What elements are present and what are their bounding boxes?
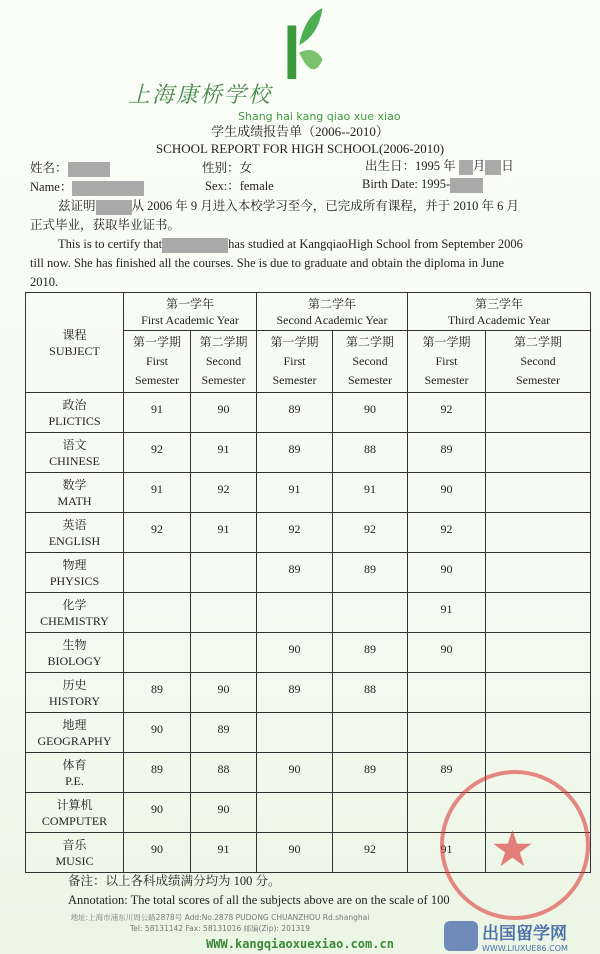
semester-header: 第二学期 Second Semester [333, 331, 408, 393]
score-cell [124, 553, 191, 593]
table-row [26, 473, 591, 513]
score-cell [486, 713, 591, 753]
score-cell: 91 [257, 473, 333, 513]
score-cell [486, 433, 591, 473]
score-cell [257, 793, 333, 833]
score-cell: 89 [124, 673, 191, 713]
year-header: 第一学年 First Academic Year [124, 293, 257, 331]
score-cell [486, 633, 591, 673]
score-cell: 88 [191, 753, 257, 793]
score-cell: 90 [257, 753, 333, 793]
score-cell: 92 [333, 513, 408, 553]
subject-cell: 生物 BIOLOGY [26, 633, 124, 673]
score-cell: 92 [408, 393, 486, 433]
semester-header: 第二学期 Second Semester [486, 331, 591, 393]
subject-cell: 数学 MATH [26, 473, 124, 513]
score-cell: 88 [333, 433, 408, 473]
score-cell [124, 633, 191, 673]
score-cell: 92 [257, 513, 333, 553]
year-header: 第三学年 Third Academic Year [408, 293, 591, 331]
score-cell [408, 713, 486, 753]
semester-header: 第二学期 Second Semester [191, 331, 257, 393]
table-row [26, 673, 591, 713]
score-cell: 90 [124, 793, 191, 833]
score-cell: 89 [257, 433, 333, 473]
birth-cn: 出生日：1995 年 月 日 [365, 159, 514, 173]
semester-header: 第一学期 First Semester [408, 331, 486, 393]
score-cell: 92 [408, 513, 486, 553]
score-cell [333, 793, 408, 833]
sex-cn: 性别：女 [202, 161, 253, 175]
score-cell [486, 473, 591, 513]
cert-en-line1: This is to certify that has studied at KangqiaoHigh School from September 2006 [58, 237, 523, 251]
watermark-logo-icon [444, 921, 478, 951]
score-cell: 92 [191, 473, 257, 513]
score-cell: 91 [333, 473, 408, 513]
subject-header: 课程 SUBJECT [26, 293, 124, 393]
score-cell: 91 [191, 833, 257, 873]
score-cell: 92 [333, 833, 408, 873]
score-cell [486, 513, 591, 553]
score-cell: 89 [257, 673, 333, 713]
score-cell: 89 [257, 393, 333, 433]
subject-cell: 历史 HISTORY [26, 673, 124, 713]
subject-cell: 化学 CHEMISTRY [26, 593, 124, 633]
score-cell: 90 [191, 793, 257, 833]
semester-header: 第一学期 First Semester [257, 331, 333, 393]
subject-cell: 地理 GEOGRAPHY [26, 713, 124, 753]
school-name-logo: 上海康桥学校 [128, 82, 273, 107]
score-cell: 90 [124, 713, 191, 753]
score-cell [257, 593, 333, 633]
cert-cn-line2: 正式毕业，获取毕业证书。 [30, 218, 181, 232]
score-cell: 90 [333, 393, 408, 433]
score-cell: 89 [333, 553, 408, 593]
subject-cell: 英语 ENGLISH [26, 513, 124, 553]
subject-cell: 计算机 COMPUTER [26, 793, 124, 833]
score-cell [486, 673, 591, 713]
score-cell: 88 [333, 673, 408, 713]
cert-cn-line1: 兹证明 从 2006 年 9 月进入本校学习至今，已完成所有课程，并于 2010 年 6 月 [58, 199, 520, 213]
score-cell: 89 [124, 753, 191, 793]
subject-cell: 语文 CHINESE [26, 433, 124, 473]
score-cell [124, 593, 191, 633]
footer-website[interactable]: WWW.kangqiaoxuexiao.com.cn [206, 937, 394, 951]
birth-en: Birth Date: 1995- [362, 177, 483, 193]
watermark-title: 出国留学网 [482, 924, 567, 944]
cert-en-line3: 2010. [30, 275, 59, 289]
score-cell: 90 [191, 673, 257, 713]
score-cell [191, 593, 257, 633]
sex-en: Sex:：female [205, 179, 274, 193]
score-cell [486, 593, 591, 633]
subject-cell: 政治 PLICTICS [26, 393, 124, 433]
title-cn: 学生成绩报告单（2006--2010） [211, 124, 389, 139]
score-cell: 89 [257, 553, 333, 593]
score-cell [333, 593, 408, 633]
score-cell [408, 673, 486, 713]
score-cell: 89 [408, 433, 486, 473]
score-cell: 89 [408, 753, 486, 793]
semester-header: 第一学期 First Semester [124, 331, 191, 393]
score-cell: 91 [408, 833, 486, 873]
table-row [26, 593, 591, 633]
table-row [26, 633, 591, 673]
table-row [26, 713, 591, 753]
score-cell [486, 553, 591, 593]
subject-cell: 物理 PHYSICS [26, 553, 124, 593]
score-cell: 90 [408, 633, 486, 673]
score-cell [191, 553, 257, 593]
score-cell: 90 [408, 473, 486, 513]
score-cell: 92 [124, 433, 191, 473]
cert-en-line2: till now. She has finished all the courses. She is due to graduate and obtain the diploma in June [30, 256, 505, 270]
table-row [26, 513, 591, 553]
score-cell [486, 393, 591, 433]
score-cell: 90 [408, 553, 486, 593]
score-cell: 89 [333, 753, 408, 793]
score-cell: 92 [124, 513, 191, 553]
footer-tel: Tel: 58131142 Fax: 58131016 邮编(Zip): 201319 [130, 924, 310, 933]
table-row [26, 393, 591, 433]
table-row [26, 433, 591, 473]
title-en: SCHOOL REPORT FOR HIGH SCHOOL(2006-2010) [155, 141, 445, 156]
score-cell [257, 713, 333, 753]
note-en: Annotation: The total scores of all the subjects above are on the scale of 100 [68, 893, 450, 907]
score-cell: 91 [124, 393, 191, 433]
name-en: Name： [30, 180, 144, 196]
seal-star-icon: ★ [490, 821, 535, 877]
score-cell [191, 633, 257, 673]
score-cell: 91 [191, 513, 257, 553]
score-cell: 90 [257, 633, 333, 673]
table-row [26, 553, 591, 593]
score-cell: 91 [191, 433, 257, 473]
watermark [444, 918, 600, 954]
school-name-pinyin: Shang hai kang qiao xue xiao [238, 110, 401, 123]
score-cell: 91 [408, 593, 486, 633]
school-logo-icon [285, 6, 325, 82]
score-cell: 89 [191, 713, 257, 753]
score-cell: 89 [333, 633, 408, 673]
score-cell: 90 [257, 833, 333, 873]
note-cn: 备注：以上各科成绩满分均为 100 分。 [68, 874, 281, 888]
subject-cell: 体育 P.E. [26, 753, 124, 793]
score-cell: 90 [191, 393, 257, 433]
footer-address: 地址:上海市浦东川周公路2878号 Add:No.2878 PUDONG CHUANZHOU Rd.shanghai [70, 913, 370, 922]
year-header: 第二学年 Second Academic Year [257, 293, 408, 331]
name-cn: 姓名： [30, 161, 110, 177]
score-cell: 90 [124, 833, 191, 873]
subject-cell: 音乐 MUSIC [26, 833, 124, 873]
score-cell [333, 713, 408, 753]
score-cell: 91 [124, 473, 191, 513]
watermark-url: WWW.LIUXUE86.COM [482, 944, 568, 953]
